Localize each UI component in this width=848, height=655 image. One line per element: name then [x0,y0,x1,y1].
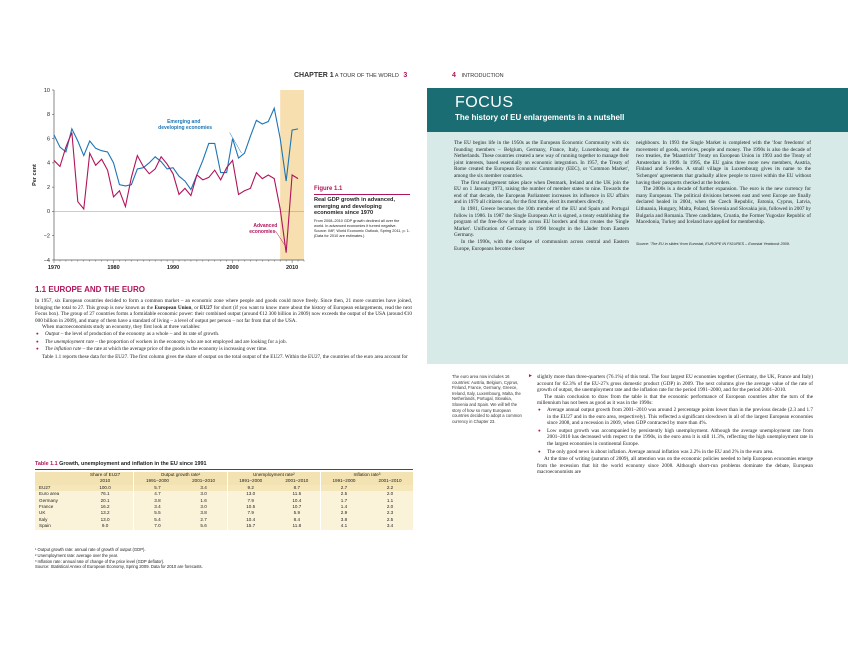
figure-title: Real GDP growth in advanced, emerging and developing economies since 1970 [314,197,396,217]
gdp-growth-chart [28,82,310,282]
running-head-page-number: 3 [403,72,408,79]
list-item: ● The only good news is about inflation. Average annual inflation was 2.2% in the EU and 2% in the euro area. [547,449,813,456]
subhead-period-2: 2001–2010 [274,478,321,484]
x-tick-label: 1990 [166,265,180,271]
section-heading [35,285,145,294]
term-eu27: EU27 [199,304,213,311]
y-tick-label: 10 [43,87,50,94]
table-row: UK 13.2 5.5 3.8 7.9 5.9 2.9 2.3 [35,510,413,516]
right-running-head [452,72,504,79]
annotation-advanced: Advanced economies [249,223,278,236]
table-row: Germany 20.1 3.8 1.6 7.9 10.4 1.7 1.1 [35,498,413,504]
figure-caption: From 2008–2010 GDP growth declined all over the world. In advanced economies it turned negative. [314,218,400,228]
list-item: ● The inflation rate – the rate at which the average price of the goods in the economy is increasing over time. [45,346,412,353]
annotation-emerging: Emerging and developing economies [158,118,213,131]
table-note: ³ Inflation rate: annual rate of change of the price level (GDP deflator). [35,558,165,564]
paragraph-conclusion: The main conclusion to draw from the table is that the economic performance of European countries after the turn of the millennium has not been as good as it was in the 1990s: [537,393,813,407]
running-head-title: INTRODUCTION [461,73,504,79]
table-note: ¹ Output growth rate: annual rate of growth of output (GDP). [35,547,146,552]
table-row: Euro area 76.1 4.7 3.0 13.0 11.5 2.5 2.0 [35,491,413,497]
y-axis-label: Per cent [32,164,38,186]
y-tick-label: 8 [46,112,50,119]
focus-paragraph: neighbours. In 1993 the Single Market is completed with the 'four freedoms' of movement of goods, services, people and money. The 1990s is also the decade of two treaties, the 'Maastricht' Treaty on European Union in 1993 and the Treaty of Amsterdam in 1999. In 1995, the EU gains three more new members, Austria, Finland and Sweden. A small village in Luxembourg gives its name to the 'Schengen' agreements that gradually allow people to travel within the EU without having their passports checked at the borders. [636,140,811,186]
subhead-period-1: 1991–2000 [227,478,274,484]
conclusion-list [537,407,813,455]
table-row: EU27 100.0 5.7 3.4 9.2 8.7 2.7 2.2 [35,485,413,491]
list-item: ● Output – the level of production of the economy as a whole – and its rate of growth. [45,331,412,338]
focus-label: FOCUS [455,94,514,111]
term-european-union: European Union [154,304,192,311]
list-item: ● Low output growth was accompanied by persistently high unemployment. Although the average unemployment rate from 2001–2010 has decreased with respect to the 1990s, in the euro area it is still 11.3%, reflecting the high unemployment rate in the largest economies in continental Europe. [547,428,813,448]
table-caption [35,461,207,467]
focus-title: The history of EU enlargements in a nutshell [455,113,625,122]
section-title: EUROPE AND THE EURO [48,285,145,294]
paragraph-continuation: slightly more than three-quarters (76.1%) of this total. The four largest EU economies together (Germany, the UK, France and Italy) account for 62.3% of the EU-27's gross domestic product (GDP) in 2009. The next columns give the average value of the rate of growth of output, the unemployment rate and the inflation rate for the period 1991–2000, and for the period 2001–2010. [537,374,813,394]
subhead-period-2: 2001–2010 [367,478,413,484]
figure-caption-block [314,186,410,239]
col-head-unemployment: Unemployment rate² [227,472,320,478]
subhead-period-1: 1991–2000 [320,478,367,484]
margin-arrow-icon: ► [528,374,533,379]
table-rule [35,469,413,470]
col-head-output: Output growth rate¹ [134,472,227,478]
table-source: Source: Statistical Annex of European Economy, Spring 2009. Data for 2010 are forecasts. [35,564,203,570]
x-tick-label: 1970 [47,265,61,271]
figure-source: Source: IMF, World Economic Outlook, Spring 2011, p. 1. (Data for 2010 are estimates.) [314,229,410,239]
table-row: France 16.2 3.4 3.0 10.5 10.7 1.4 2.0 [35,504,413,510]
running-head-chapter-title: A TOUR OF THE WORLD [334,73,399,79]
focus-paragraph: The EU begins life in the 1950s as the European Economic Community with six founding members – Belgium, Germany, France, Italy, Luxembourg and the Netherlands. These countries created a new way of running together to manage their joint interests, based essentially on economic integration. In 1957, the Treaty of Rome created the European Economic Community (EEC), or 'Common Market', among the six member countries. [454,140,629,179]
paragraph-table-intro: Table 1.1 reports these data for the EU27. The first column gives the share of output on the total output of the EU27. Within the EU27, the countries of the euro area account for [42,353,408,360]
paragraph-time-of-writing: At the time of writing (autumn of 2009), all attention was on the economic policies needed to help European economies emerge from the recession that hit the world economy since 2008. Although short-run problems dominate the debate, European macroeconomists are [537,456,813,476]
y-tick-label: −4 [43,257,50,264]
focus-paragraph: The first enlargement takes place when Denmark, Ireland and the UK join the EU on 1 January 1973, raising the number of member states to nine. Towards the end of that decade, the European Parliament increases its influence in EU affairs and in 1979 all citizens can, for the first time, elect its members directly. [454,179,629,206]
subhead-period-1: 1991–2000 [134,478,181,484]
running-head-chapter: CHAPTER 1 [294,72,334,79]
right-body-text [537,374,813,476]
focus-paragraph: In 1981, Greece becomes the 10th member of the EU and Spain and Portugal follow in 1986. In 1987 the Single European Act is signed, a treaty establishing the program of the free-flow of trade across EU borders and thus creates the 'Single Market'. Unification of Germany in 1990 brought in the Länder from Eastern Germany. [454,205,629,239]
focus-paragraph: The 2000s is a decade of further expansion. The euro is the new currency for many Europeans. The political divisions between east and west Europe are finally declared healed in 2004, when the Czech Republic, Estonia, Cyprus, Latvia, Lithuania, Hungary, Malta, Poland, Slovenia and Slovakia join, followed in 2007 by Bulgaria and Romania. Three candidates, Croatia, the Former Yugoslav Republic of Macedonia, Turkey and Iceland have applied for membership. [636,186,811,226]
paragraph-eu-intro: In 1957, six European countries decided to form a common market – an economic zone where people and goods could move freely. Since then, 21 more countries have joined, bringing the total to 27. This group is now known as the European Union, or EU27 for short (if you want to know more about the history of European enlargements, read the next Focus box). The group of 27 countries forms a formidable economic power: their combined output (around €12 300 billion in 2009) now exceeds the output of the USA (around €10 000 billion in 2009), and many of them have a standard of living – a level of output per person – not far from that of the USA. [35,298,412,324]
table-row: Italy 13.0 5.4 2.7 10.4 8.4 3.8 2.5 [35,517,413,523]
subhead-year: 2010 [77,478,134,484]
focus-header [427,88,848,132]
focus-paragraph: In the 1990s, with the collapse of communism across central and Eastern Europe, Europeans become closer [454,238,629,252]
list-item: ● Average annual output growth from 2001–2010 was around 2 percentage points lower than in the previous decade (2.3 and 1.7 in the EU27 and in the euro area, respectively). This reflected a significant slowdown in all of the largest European economies since 2008, and a recession in 2009, when GDP contracted by more than 4%. [547,407,813,427]
x-tick-label: 2000 [226,265,239,271]
y-tick-label: 4 [46,160,50,167]
focus-source: Source: 'The EU in slides' from Eurostat, EUROPE IN FIGURES – Eurostat Yearbook 2009. [636,241,790,246]
variables-list [35,331,412,353]
x-tick-label: 2010 [285,265,299,271]
col-head-inflation: Inflation rate³ [320,472,413,478]
margin-note: The euro area now includes 16 countries: Austria, Belgium, Cyprus, Finland, France, Germany, Greece, Ireland, Italy, Luxembourg, Malta, the Netherlands, Portugal, Slovakia, Slovenia and Spain. We will tell the story of how so many European countries decided to adopt a common currency in Chapter 23. [452,374,522,424]
list-item: ● The unemployment rate – the proportion of workers in the economy who are not employed and are looking for a job. [45,339,412,346]
left-body-text [35,298,412,360]
section-number: 1.1 [35,285,47,294]
eu-data-table [35,472,413,530]
focus-column-2 [636,140,811,247]
table-label: Table 1.1 [35,461,58,467]
table-note: ² Unemployment rate: average over the year. [35,552,119,558]
y-tick-label: 2 [46,184,50,191]
y-tick-label: 0 [46,209,50,216]
table-title: Growth, unemployment and inflation in the EU since 1991 [59,461,207,467]
subhead-period-2: 2001–2010 [181,478,228,484]
running-head-page-number: 4 [452,72,456,79]
figure-label: Figure 1.1 [314,186,343,192]
x-tick-label: 1980 [107,265,120,271]
focus-column-1 [454,140,629,252]
col-head-share: Share of EU27 [77,472,134,478]
paragraph-three-variables: When macroeconomists study an economy, they first look at three variables: [42,324,201,331]
table-row: Spain 9.0 7.0 5.6 15.7 11.8 4.1 3.4 [35,523,413,529]
table-notes [35,547,413,570]
y-tick-label: 6 [46,136,50,143]
y-tick-label: −2 [43,233,50,240]
left-running-head [294,72,407,79]
